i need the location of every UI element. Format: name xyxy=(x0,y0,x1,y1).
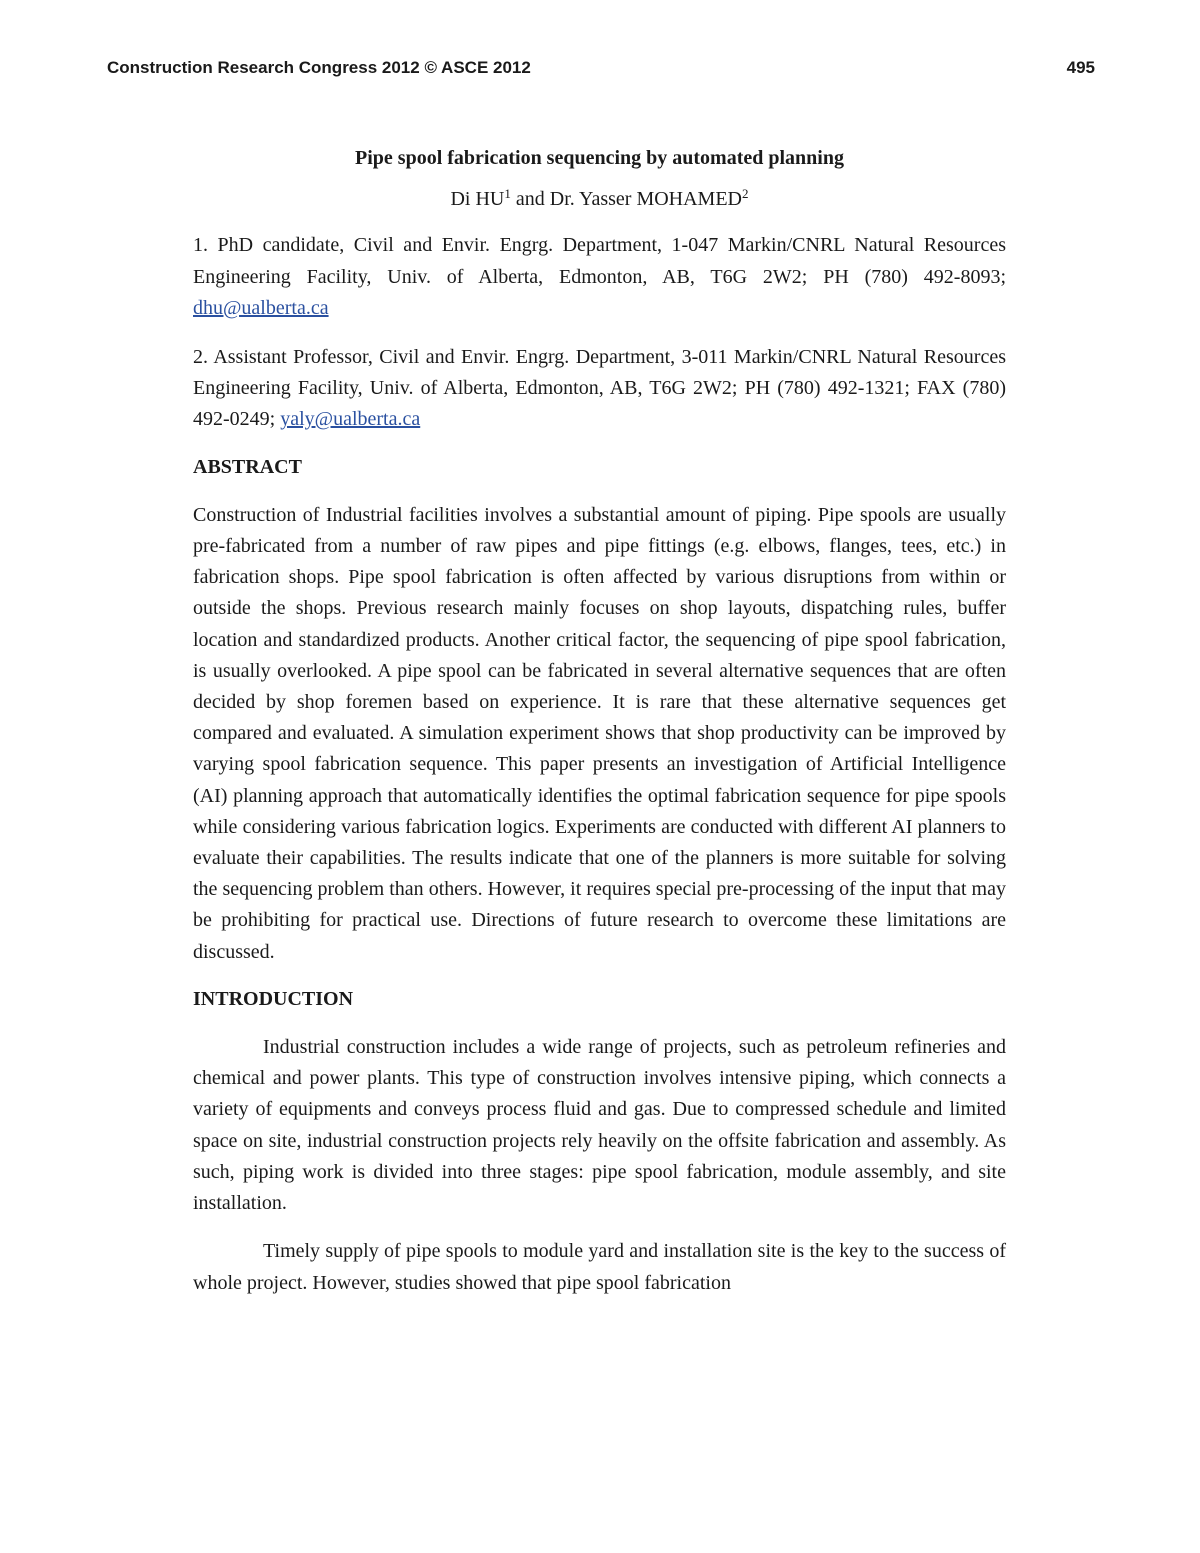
paper-title: Pipe spool fabrication sequencing by automated planning xyxy=(355,147,844,169)
author-1-superscript: 1 xyxy=(504,186,511,202)
abstract-heading: ABSTRACT xyxy=(193,455,302,478)
affiliation-1 xyxy=(193,230,1006,324)
abstract-text: Construction of Industrial facilities involves a substantial amount of piping. Pipe spools are usually pre-fabricated from a number of raw pipes and pipe fittings (e.g. elbows, flanges, tees, etc.) in fabrication shops. Pipe spool fabrication is often affected by various disruptions from within or outside the shops. Previous research mainly focuses on shop layouts, dispatching rules, buffer location and standardized products. Another critical factor, the sequencing of pipe spool fabrication, is usually overlooked. A pipe spool can be fabricated in several alternative sequences that are often decided by shop foremen based on experience. It is rare that these alternative sequences get compared and evaluated. A simulation experiment shows that shop productivity can be improved by varying spool fabrication sequence. This paper presents an investigation of Artificial Intelligence (AI) planning approach that automatically identifies the optimal fabrication sequence for pipe spools while considering various fabrication logics. Experiments are conducted with different AI planners to evaluate their capabilities. The results indicate that one of the planners is more suitable for solving the sequencing problem than others. However, it requires special pre-processing of the input that may be prohibiting for practical use. Directions of future research to overcome these limitations are discussed. xyxy=(193,503,1006,963)
author-2-superscript: 2 xyxy=(742,186,749,202)
paper-body xyxy=(193,143,1006,1299)
author-2: Dr. Yasser MOHAMED xyxy=(549,188,743,211)
page-number: 495 xyxy=(1066,58,1095,77)
affiliation-2 xyxy=(193,342,1006,436)
conference-header: Construction Research Congress 2012 © ASCE 2012 xyxy=(107,58,531,77)
introduction-paragraph: Timely supply of pipe spools to module yard and installation site is the key to the success of whole project. However, studies showed that pipe spool fabrication xyxy=(193,1240,1006,1294)
author-conjunction: and xyxy=(510,188,550,211)
email-link-1[interactable]: dhu@ualberta.ca xyxy=(193,296,329,319)
author-line xyxy=(193,184,1006,215)
affiliation-2-text: 2. Assistant Professor, Civil and Envir. Engrg. Department, 3-011 Markin/CNRL Natural Resources Engineering Facility, Univ. of Alberta, Edmonton, AB, T6G 2W2; PH (780) 492-1321; FAX (780) 492-0249; xyxy=(193,346,1006,431)
introduction-paragraph: Industrial construction includes a wide range of projects, such as petroleum refineries and chemical and power plants. This type of construction involves intensive piping, which connects a variety of equipments and conveys process fluid and gas. Due to compressed schedule and limited space on site, industrial construction projects rely heavily on the offsite fabrication and assembly. As such, piping work is divided into three stages: pipe spool fabrication, module assembly, and site installation. xyxy=(193,1036,1006,1215)
introduction-heading: INTRODUCTION xyxy=(193,987,354,1010)
affiliation-1-text: 1. PhD candidate, Civil and Envir. Engrg. Department, 1-047 Markin/CNRL Natural Resources Engineering Facility, Univ. of Alberta, Edmonton, AB, T6G 2W2; PH (780) 492-8093; xyxy=(193,234,1006,288)
running-header xyxy=(107,58,1095,82)
author-1: Di HU xyxy=(450,188,505,211)
email-link-2[interactable]: yaly@ualberta.ca xyxy=(280,408,421,431)
